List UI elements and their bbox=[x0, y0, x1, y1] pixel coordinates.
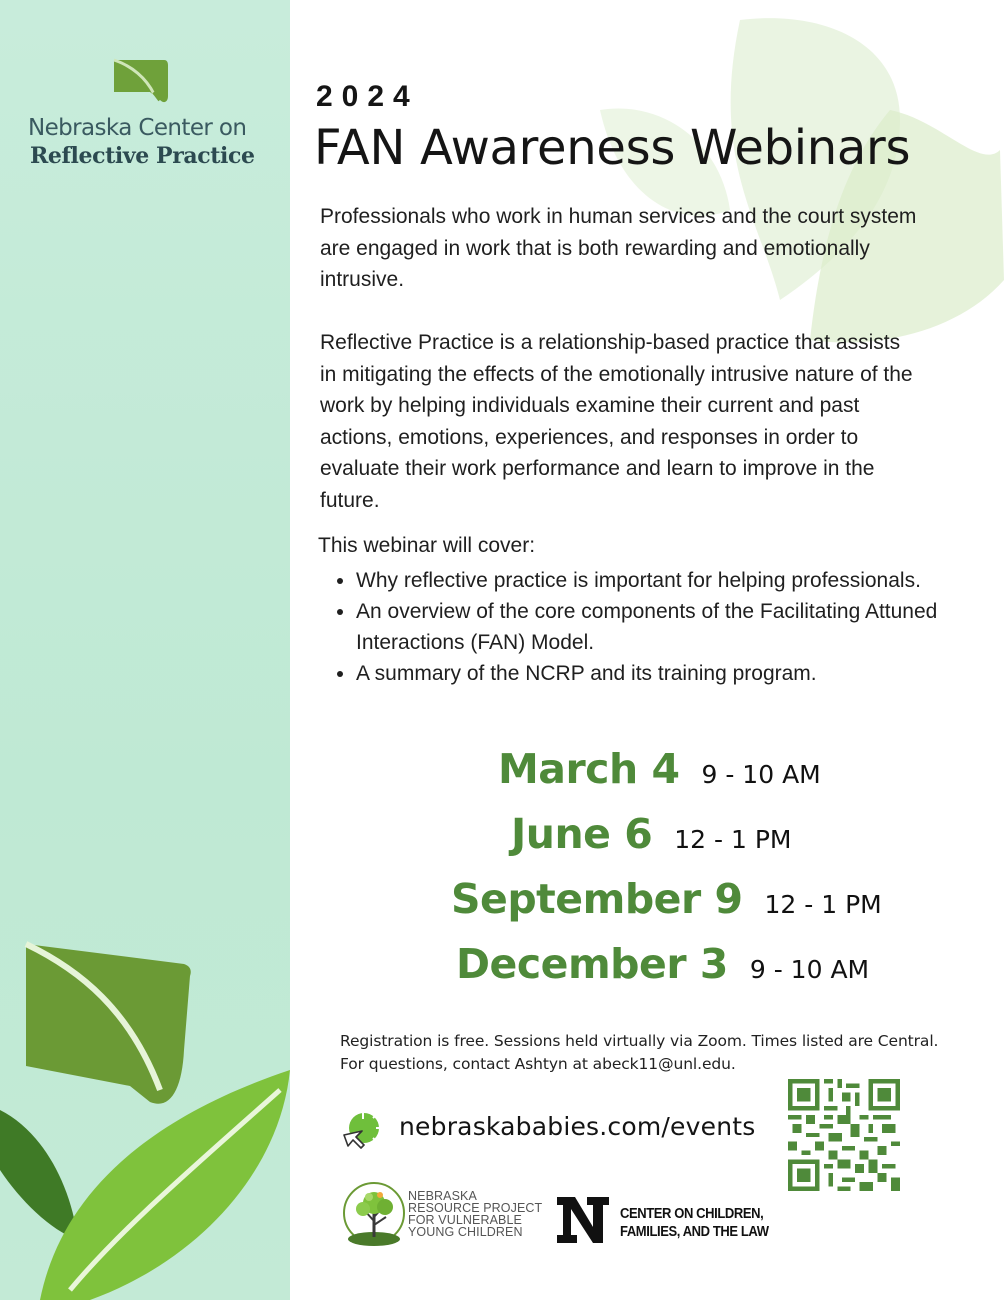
coverage-item: • A summary of the NCRP and its training program. bbox=[356, 658, 956, 689]
session-time: 12 - 1 PM bbox=[764, 890, 882, 919]
session-date: December 3 bbox=[456, 940, 728, 988]
session-date: September 9 bbox=[451, 875, 743, 923]
nrp-line: YOUNG CHILDREN bbox=[408, 1225, 523, 1239]
coverage-item: • Why reflective practice is important for helping professionals. bbox=[356, 565, 956, 596]
ccfl-line: CENTER ON CHILDREN, bbox=[620, 1205, 764, 1222]
nrp-line: NEBRASKA bbox=[408, 1189, 477, 1203]
registration-note bbox=[340, 1030, 940, 1076]
website-link[interactable]: nebraskababies.com/events bbox=[399, 1112, 756, 1141]
nrp-line: RESOURCE PROJECT bbox=[408, 1201, 543, 1215]
ccfl-logo-text bbox=[620, 1205, 769, 1239]
coverage-item: • An overview of the core components of the Facilitating Attuned Interactions (FAN) Model. bbox=[356, 596, 956, 658]
session-december bbox=[456, 940, 869, 988]
cursor-click-icon bbox=[336, 1109, 386, 1157]
nrp-logo-text bbox=[408, 1190, 542, 1238]
coverage-intro: This webinar will cover: bbox=[318, 534, 536, 557]
session-time: 9 - 10 AM bbox=[701, 760, 821, 789]
session-september bbox=[451, 875, 882, 923]
session-june bbox=[511, 810, 791, 858]
org-name-line1: Nebraska Center on bbox=[28, 115, 247, 141]
session-date: March 4 bbox=[498, 745, 680, 793]
session-date: June 6 bbox=[511, 810, 653, 858]
registration-line2[interactable]: For questions, contact Ashtyn at abeck11@unl.edu. bbox=[340, 1055, 736, 1073]
intro-paragraph-1: Professionals who work in human services and the court system are engaged in work that is both rewarding and emotionally intrusive. bbox=[320, 205, 917, 291]
nrp-tree-logo bbox=[341, 1177, 407, 1249]
intro-paragraph-2: Reflective Practice is a relationship-based practice that assists in mitigating the effects of the emotionally intrusive nature of the work by helping individuals examine their current and past actions, emotions, experiences, and responses in order to evaluate their work performance and learn to improve in the future. bbox=[320, 331, 913, 512]
nrp-line: FOR VULNERABLE bbox=[408, 1213, 522, 1227]
session-march bbox=[498, 745, 821, 793]
qr-code[interactable] bbox=[788, 1079, 900, 1191]
session-time: 12 - 1 PM bbox=[674, 825, 792, 854]
org-name-line2: Reflective Practice bbox=[30, 143, 255, 169]
coverage-list bbox=[320, 565, 956, 689]
ccfl-line: FAMILIES, AND THE LAW bbox=[620, 1222, 769, 1239]
decorative-leaves bbox=[0, 940, 300, 1300]
registration-line1: Registration is free. Sessions held virtually via Zoom. Times listed are Central. bbox=[340, 1032, 939, 1050]
session-time: 9 - 10 AM bbox=[749, 955, 870, 984]
leaf-logo-icon bbox=[110, 56, 170, 110]
year-heading: 2024 bbox=[316, 80, 419, 113]
page-title: FAN Awareness Webinars bbox=[314, 120, 911, 176]
unl-n-logo bbox=[555, 1193, 611, 1247]
